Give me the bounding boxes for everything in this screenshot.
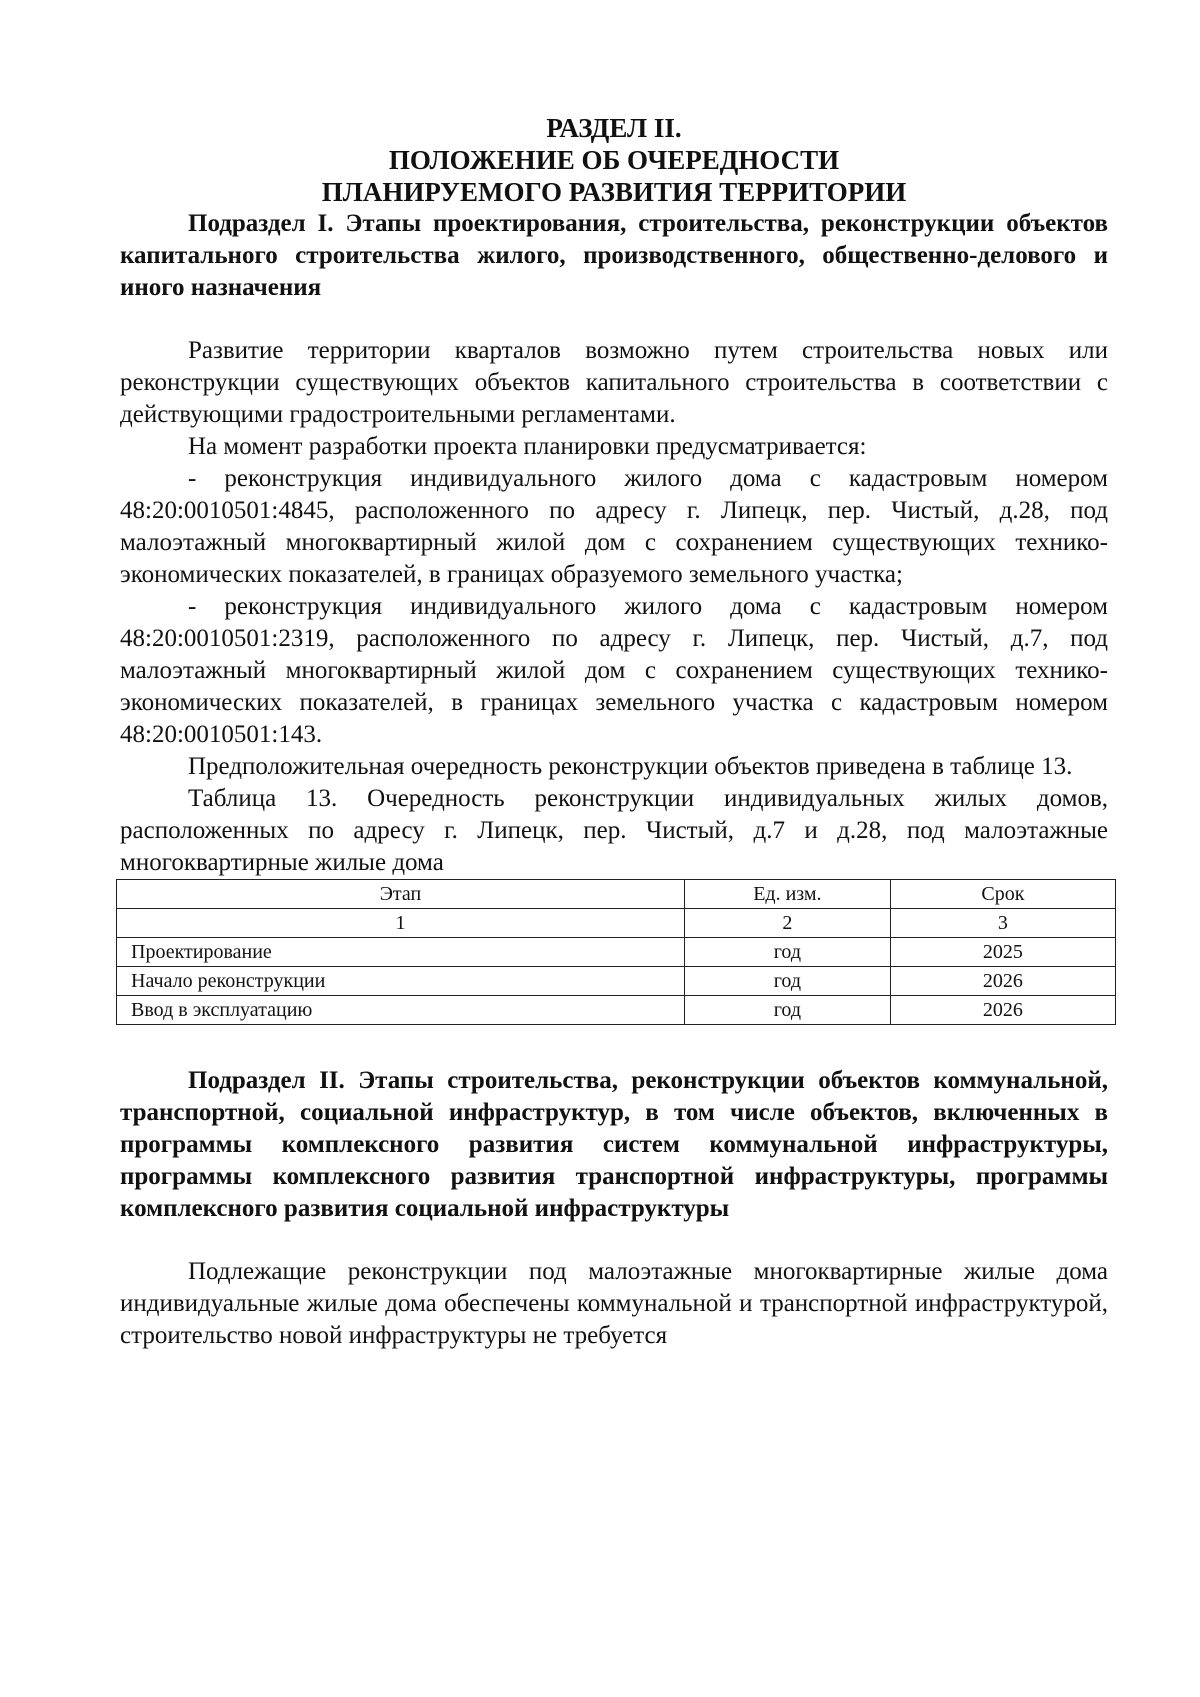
paragraph: Предположительная очередность реконструкции объектов приведена в таблице 13. (188, 753, 1073, 780)
list-item-paragraph: - реконструкция индивидуального жилого дома с кадастровым номером 48:20:0010501:2319, расположенного по адресу г. Липецк, пер. Чистый, д.7, под малоэтажный многоквартирный жилой дом с сохранением существующих технико-экономических показателей, в границах земельного участка с кадастровым номером 48:20:0010501:143. (120, 593, 1108, 748)
section-title-line3: ПЛАНИРУЕМОГО РАЗВИТИЯ ТЕРРИТОРИИ (321, 177, 907, 207)
table-cell: год (684, 938, 890, 967)
table-cell: 2026 (890, 996, 1115, 1025)
table-cell: 2026 (890, 967, 1115, 996)
table-cell: 2025 (890, 938, 1115, 967)
subsection1-heading: Подраздел I. Этапы проектирования, строительства, реконструкции объектов капитального строительства жилого, производственного, общественно-делового и иного назначения (120, 210, 1108, 301)
stages-table (116, 879, 1116, 1025)
paragraph: Развитие территории кварталов возможно путем строительства новых или реконструкции существующих объектов капитального строительства в соответствии с действующими градостроительными регламентами. (120, 337, 1108, 428)
table-caption: Таблица 13. Очередность реконструкции индивидуальных жилых домов, расположенных по адресу г. Липецк, пер. Чистый, д.7 и д.28, под малоэтажные многоквартирные жилые дома (120, 785, 1108, 876)
table-row (117, 996, 1116, 1025)
subsection2-heading: Подраздел II. Этапы строительства, реконструкции объектов коммунальной, транспортной, социальной инфраструктур, в том числе объектов, включенных в программы комплексного развития систем коммунальной инфраструктуры, программы комплексного развития транспортной инфраструктуры, программы комплексного развития социальной инфраструктуры (120, 1067, 1108, 1222)
table-header-cell: Этап (117, 880, 685, 909)
table-cell: Начало реконструкции (117, 967, 685, 996)
table-header-row (117, 880, 1116, 909)
table-cell: 3 (890, 909, 1115, 938)
table-cell: год (684, 996, 890, 1025)
table-header-cell: Ед. изм. (684, 880, 890, 909)
paragraph: Подлежащие реконструкции под малоэтажные многоквартирные жилые дома индивидуальные жилые дома обеспечены коммунальной и транспортной инфраструктурой, строительство новой инфраструктуры не требуется (120, 1258, 1108, 1349)
section-title-line2: ПОЛОЖЕНИЕ ОБ ОЧЕРЕДНОСТИ (388, 145, 840, 175)
table-cell: Проектирование (117, 938, 685, 967)
document-page (120, 112, 1108, 1352)
table-header-cell: Срок (890, 880, 1115, 909)
table-cell: 2 (684, 909, 890, 938)
table-cell: год (684, 967, 890, 996)
table-row (117, 967, 1116, 996)
list-item-paragraph: - реконструкция индивидуального жилого дома с кадастровым номером 48:20:0010501:4845, расположенного по адресу г. Липецк, пер. Чистый, д.28, под малоэтажный многоквартирный жилой дом с сохранением существующих технико-экономических показателей, в границах образуемого земельного участка; (120, 465, 1108, 588)
section-title: РАЗДЕЛ II. (546, 113, 682, 143)
paragraph: На момент разработки проекта планировки предусматривается: (188, 433, 867, 460)
table-cell: Ввод в эксплуатацию (117, 996, 685, 1025)
table-cell: 1 (117, 909, 685, 938)
table-row (117, 938, 1116, 967)
table-number-row (117, 909, 1116, 938)
